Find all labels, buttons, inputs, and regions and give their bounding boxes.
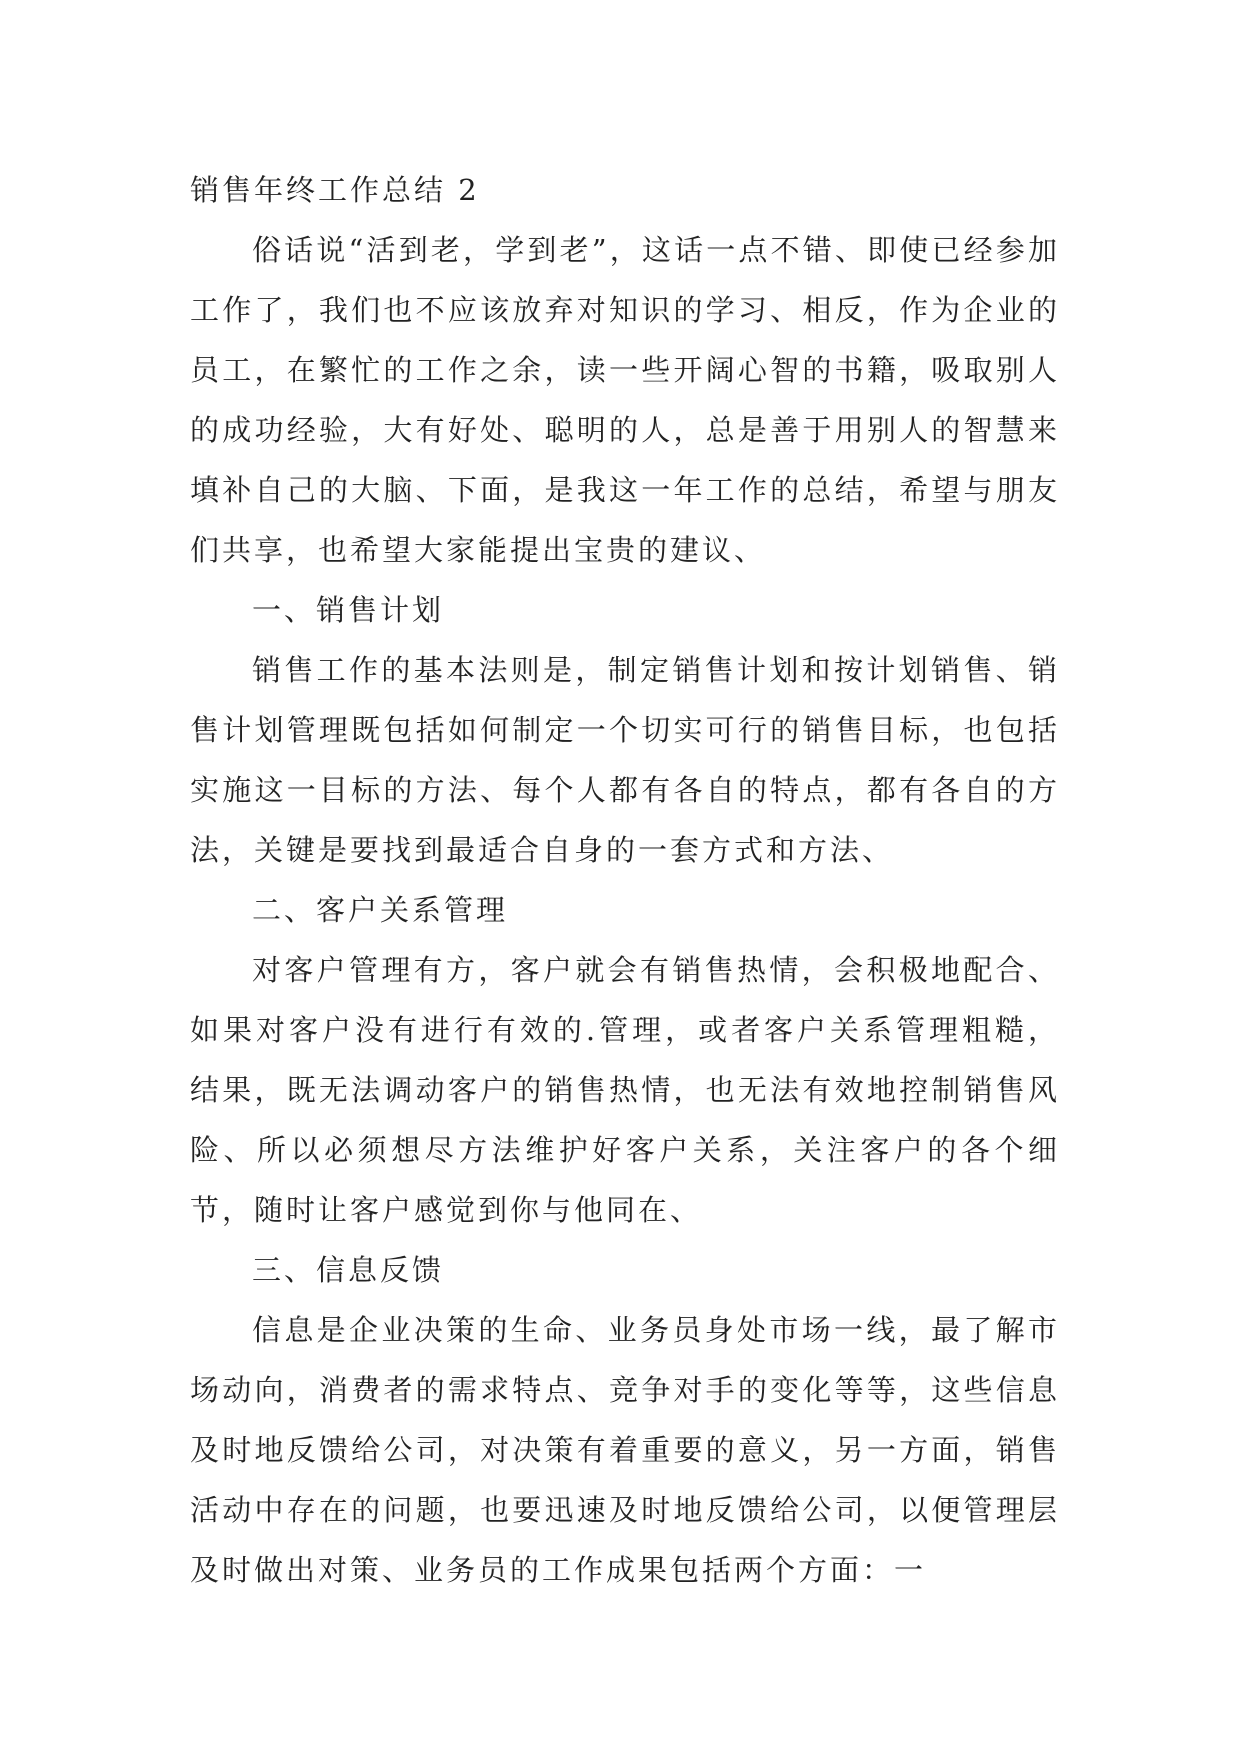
section-body-sales-plan: 销售工作的基本法则是，制定销售计划和按计划销售、销售计划管理既包括如何制定一个切实可行的销售目标，也包括实施这一目标的方法、每个人都有各自的特点，都有各自的方法，关键是要找到最适合自身的一套方式和方法、 — [190, 653, 1060, 867]
document-title: 销售年终工作总结 2 — [190, 173, 480, 207]
section-body-info-feedback: 信息是企业决策的生命、业务员身处市场一线，最了解市场动向，消费者的需求特点、竞争对手的变化等等，这些信息及时地反馈给公司，对决策有着重要的意义，另一方面，销售活动中存在的问题，也要迅速及时地反馈给公司，以便管理层及时做出对策、业务员的工作成果包括两个方面：一 — [190, 1313, 1060, 1587]
intro-paragraph: 俗话说“活到老，学到老”，这话一点不错、即使已经参加工作了，我们也不应该放弃对知识的学习、相反，作为企业的员工，在繁忙的工作之余，读一些开阔心智的书籍，吸取别人的成功经验，大有好处、聪明的人，总是善于用别人的智慧来填补自己的大脑、下面，是我这一年工作的总结，希望与朋友们共享，也希望大家能提出宝贵的建议、 — [190, 233, 1060, 567]
section-body-customer-relations: 对客户管理有方，客户就会有销售热情，会积极地配合、如果对客户没有进行有效的.管理，或者客户关系管理粗糙，结果，既无法调动客户的销售热情，也无法有效地控制销售风险、所以必须想尽方法维护好客户关系，关注客户的各个细节，随时让客户感觉到你与他同在、 — [190, 953, 1060, 1227]
section-heading-sales-plan: 一、销售计划 — [252, 593, 445, 627]
document-page — [190, 160, 1060, 1600]
section-heading-customer-relations: 二、客户关系管理 — [252, 893, 509, 927]
section-heading-info-feedback: 三、信息反馈 — [252, 1253, 445, 1287]
